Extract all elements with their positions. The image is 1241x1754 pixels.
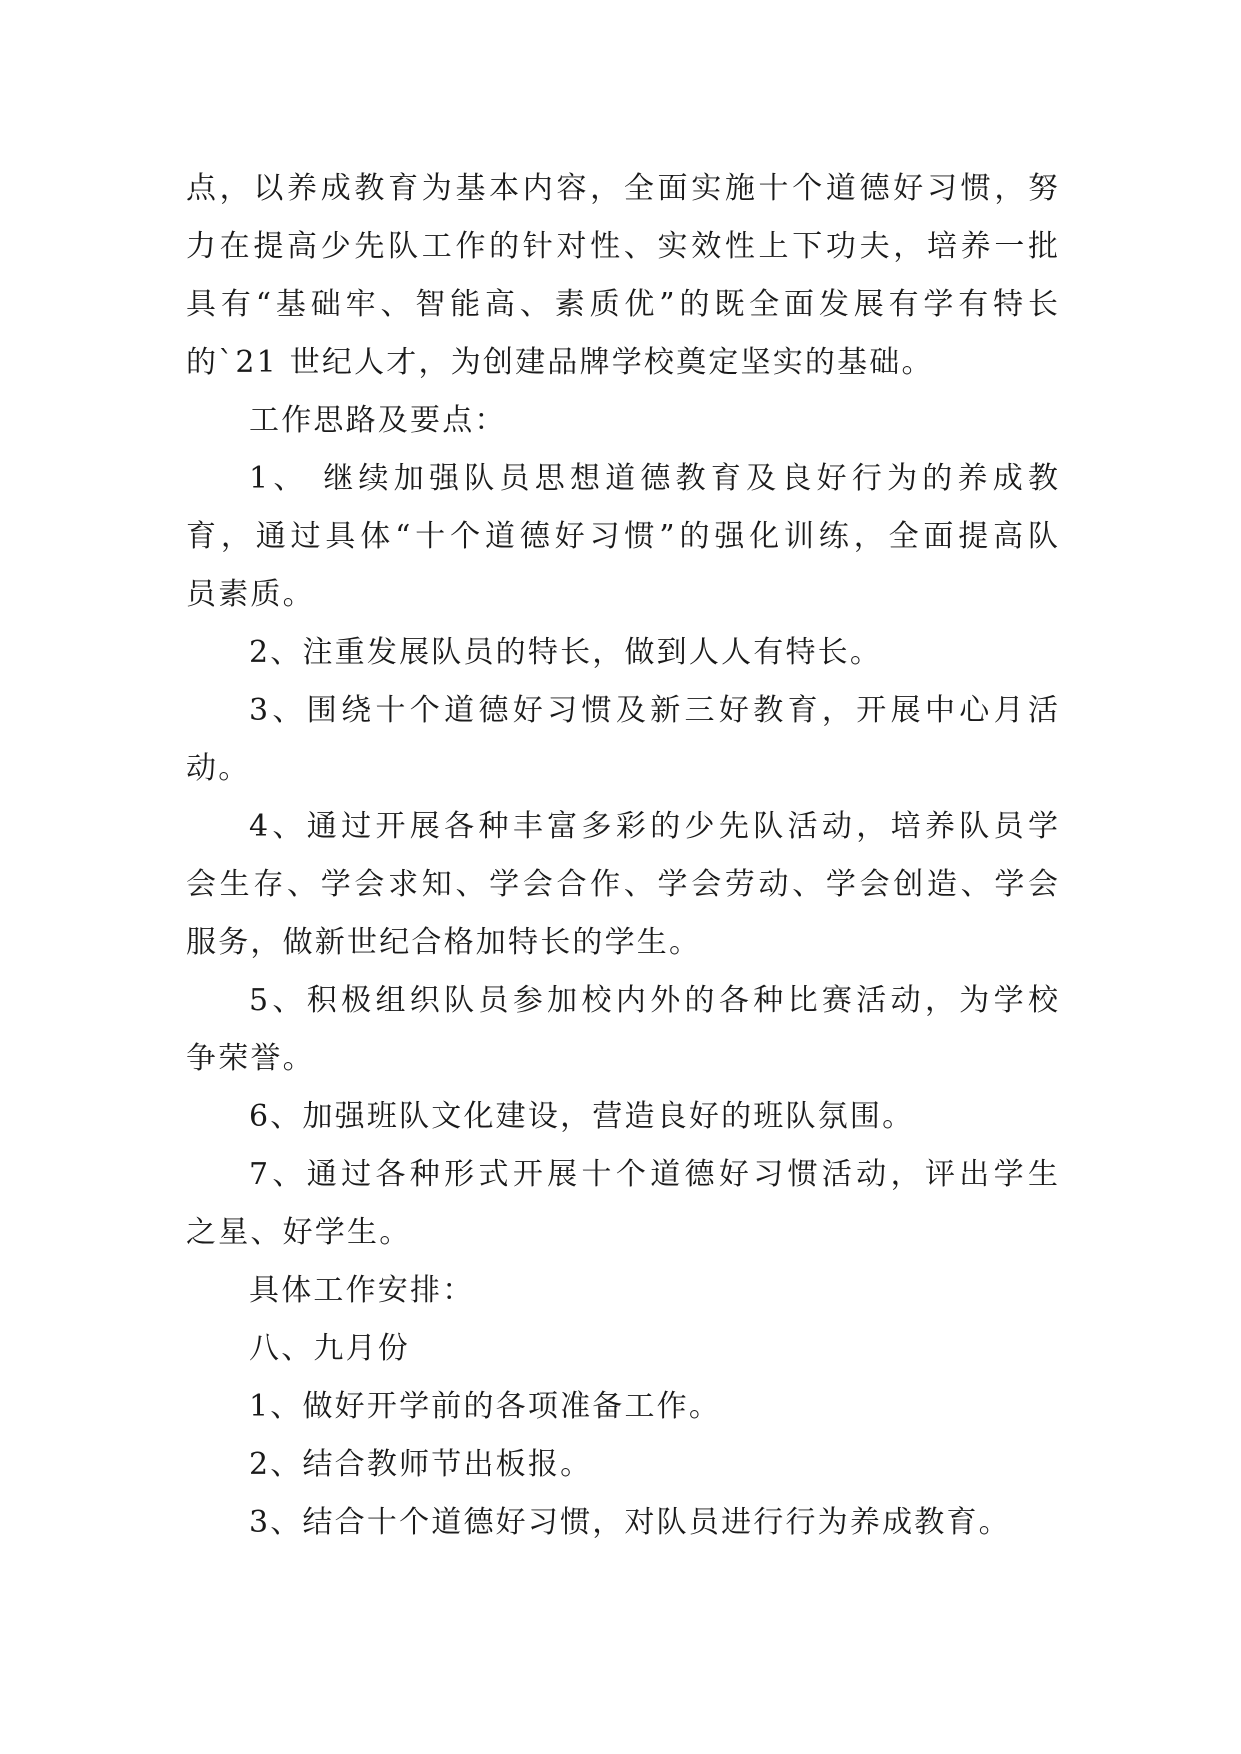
intro-line-2: 力在提高少先队工作的针对性、实效性上下功夫，培养一批 xyxy=(186,229,1058,264)
approach-item-5-line-1: 5、积极组织队员参加校内外的各种比赛活动，为学校 xyxy=(249,983,1058,1018)
approach-item-3-line-2: 动。 xyxy=(186,751,251,786)
approach-item-2: 2、注重发展队员的特长，做到人人有特长。 xyxy=(249,635,883,670)
schedule-item-1: 1、做好开学前的各项准备工作。 xyxy=(249,1389,722,1424)
approach-item-1-line-2: 育，通过具体“十个道德好习惯”的强化训练，全面提高队 xyxy=(186,519,1058,554)
approach-item-7-line-2: 之星、好学生。 xyxy=(186,1215,412,1250)
heading-approach: 工作思路及要点： xyxy=(249,403,507,438)
schedule-month: 八、九月份 xyxy=(249,1331,410,1366)
heading-schedule: 具体工作安排： xyxy=(249,1273,475,1308)
approach-item-7-line-1: 7、通过各种形式开展十个道德好习惯活动，评出学生 xyxy=(249,1157,1058,1192)
approach-item-1-line-3: 员素质。 xyxy=(186,577,315,612)
document-body xyxy=(186,160,1058,1552)
approach-item-4-line-2: 会生存、学会求知、学会合作、学会劳动、学会创造、学会 xyxy=(186,867,1058,902)
intro-line-3: 具有“基础牢、智能高、素质优”的既全面发展有学有特长 xyxy=(186,287,1058,322)
approach-item-4-line-1: 4、通过开展各种丰富多彩的少先队活动，培养队员学 xyxy=(249,809,1058,844)
approach-item-3-line-1: 3、围绕十个道德好习惯及新三好教育，开展中心月活 xyxy=(249,693,1058,728)
schedule-item-2: 2、结合教师节出板报。 xyxy=(249,1447,593,1482)
intro-line-4: 的`21 世纪人才，为创建品牌学校奠定坚实的基础。 xyxy=(186,345,934,380)
approach-item-5-line-2: 争荣誉。 xyxy=(186,1041,315,1076)
schedule-item-3: 3、结合十个道德好习惯，对队员进行行为养成教育。 xyxy=(249,1505,1011,1540)
approach-item-4-line-3: 服务，做新世纪合格加特长的学生。 xyxy=(186,925,702,960)
approach-item-6: 6、加强班队文化建设，营造良好的班队氛围。 xyxy=(249,1099,915,1134)
intro-line-1: 点，以养成教育为基本内容，全面实施十个道德好习惯，努 xyxy=(186,171,1058,206)
approach-item-1-line-1: 1、 继续加强队员思想道德教育及良好行为的养成教 xyxy=(249,461,1058,496)
